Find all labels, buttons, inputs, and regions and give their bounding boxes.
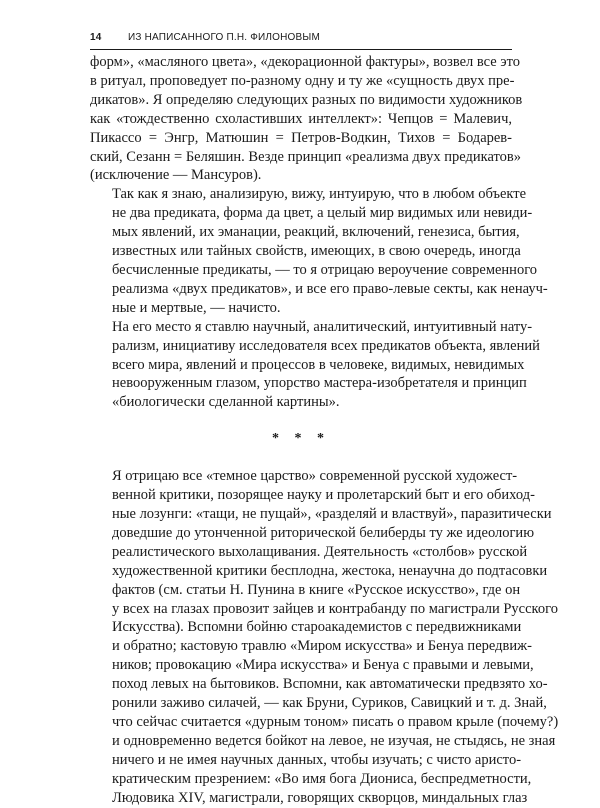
text-line: ников; провокацию «Мира искусства» и Бенуа с правыми и левыми, xyxy=(112,657,534,674)
header-rule xyxy=(90,49,512,50)
text-line: доведшие до утонченной риторической белиберды ту же идеологию xyxy=(112,524,535,541)
text-line: фактов (см. статьи Н. Пунина в книге «Русское искусство», где он xyxy=(112,581,521,598)
text-line: у всех на глазах провозит зайцев и контрабанду по магистрали Русского xyxy=(112,600,558,617)
text-line: и обратно; кастовую травлю «Миром искусства» и Бенуа передвиж- xyxy=(112,638,532,655)
paragraph-3 xyxy=(90,318,540,413)
paragraph-2 xyxy=(90,185,548,317)
text-line: бесчисленные предикаты, — то я отрицаю вероучение современного xyxy=(112,261,538,278)
running-title: ИЗ НАПИСАННОГО П.Н. ФИЛОНОВЫМ xyxy=(128,32,320,43)
text-line: рализм, инициативу исследователя всех предикатов объекта, явлений xyxy=(112,337,540,354)
text-line: ные лозунги: «тащи, не пущай», «разделяй и властвуй», паразитически xyxy=(112,506,552,523)
text-line: дикатов». Я определяю следующих разных по видимости художников xyxy=(90,91,523,108)
text-line: Так как я знаю, анализирую, вижу, интуирую, что в любом объекте xyxy=(112,186,527,203)
text-line: что сейчас считается «дурным тоном» писать о правом крыле (почему?) xyxy=(112,714,559,730)
text-line: в ритуал, проповедует по-разному одну и ту же «сущность двух пре- xyxy=(90,72,515,89)
text-line: как «тождественно схоластивших интеллект»: Чепцов = Малевич, xyxy=(90,110,512,127)
text-line: На его место я ставлю научный, аналитический, интуитивный нату- xyxy=(112,318,533,335)
text-line: невооруженным глазом, упорство мастера-изобретателя и принцип xyxy=(112,375,527,392)
text-line: мых явлений, их эманации, реакций, включений, генезиса, бытия, xyxy=(112,224,520,241)
text-line: ничего и не имея научных данных, чтобы изучать; с чисто аристо- xyxy=(112,751,522,768)
body-text xyxy=(90,53,559,808)
text-line: ский, Сезанн = Беляшин. Везде принцип «реализма двух предикатов» xyxy=(90,148,521,165)
paragraph-1 xyxy=(90,53,523,185)
text-line: известных или тайных свойств, имеющих, в свою очередь, иногда xyxy=(112,243,521,260)
text-line: всего мира, явлений и процессов в человеке, видимых, невидимых xyxy=(112,356,525,373)
text-line: художественной критики бесплодна, жестока, ненаучна до подтасовки xyxy=(112,562,548,579)
text-line: Людовика XIV, магистрали, говорящих скворцов, миндальных глаз xyxy=(112,789,528,806)
section-separator: * * * xyxy=(272,431,330,447)
text-line: «биологически сделанной картины». xyxy=(112,394,340,411)
text-line: кратическим презрением: «Во имя бога Диониса, беспредметности, xyxy=(112,770,532,787)
text-line: ные и мертвые, — начисто. xyxy=(112,299,281,316)
text-line: Пикассо = Энгр, Матюшин = Петров-Водкин, Тихов = Бодарев- xyxy=(90,129,512,146)
text-line: ронили заживо силачей, — как Бруни, Суриков, Савицкий и т. д. Знай, xyxy=(112,695,547,712)
text-line: форм», «масляного цвета», «декорационной фактуры», возвел все это xyxy=(90,54,520,70)
text-line: реализма «двух предикатов», и все его право-левые секты, как ненауч- xyxy=(112,280,548,297)
text-line: Я отрицаю все «темное царство» современной русской художест- xyxy=(112,468,518,485)
paragraph-4 xyxy=(90,467,559,807)
text-line: венной критики, позорящее науку и пролетарский быт и его обиход- xyxy=(112,487,535,504)
running-head xyxy=(90,32,510,46)
text-line: (исключение — Мансуров). xyxy=(90,167,262,184)
text-line: Искусства). Вспомни бойню староакадемистов с передвижниками xyxy=(112,619,522,636)
text-line: не два предиката, форма да цвет, а целый мир видимых или невиди- xyxy=(112,205,533,222)
text-line: поход левых на бытовиков. Вспомни, как автоматически предвзято хо- xyxy=(112,676,548,693)
text-line: реалистического выхолащивания. Деятельность «столбов» русской xyxy=(112,543,528,560)
text-line: и одновременно ведется бойкот на левое, не изучая, не стыдясь, не зная xyxy=(112,732,556,749)
page-number: 14 xyxy=(90,32,102,43)
